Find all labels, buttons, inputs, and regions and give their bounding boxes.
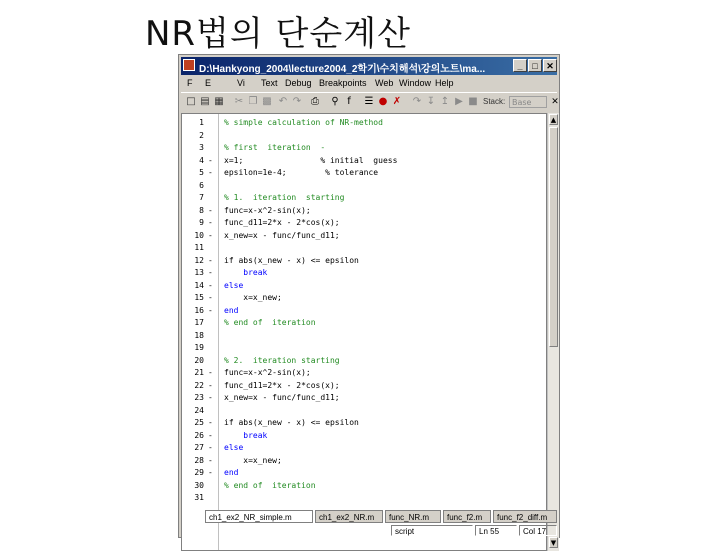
- window-titlebar[interactable]: [181, 57, 557, 75]
- redo-icon[interactable]: ↷: [292, 96, 302, 107]
- clear-breakpoints-icon[interactable]: ✗: [392, 96, 402, 107]
- breakpoint-marker[interactable]: -: [208, 380, 213, 390]
- line-number: 12: [194, 255, 204, 265]
- line-number: 5: [199, 168, 204, 177]
- breakpoint-marker[interactable]: -: [208, 468, 213, 477]
- code-editor[interactable]: [181, 113, 547, 551]
- line-number: 23: [194, 393, 204, 402]
- tab-func-f2-diff[interactable]: func_f2_diff.m: [493, 510, 557, 523]
- toolbar: [181, 92, 557, 114]
- menu-breakpoints[interactable]: Breakpoints: [319, 78, 367, 88]
- breakpoint-marker[interactable]: -: [208, 230, 213, 240]
- menu-debug[interactable]: Debug: [285, 78, 312, 88]
- matlab-app-icon: [183, 59, 195, 71]
- line-number: 19: [194, 343, 204, 352]
- set-breakpoint-icon[interactable]: ●: [378, 96, 388, 107]
- menu-edit[interactable]: E: [205, 78, 212, 88]
- line-number: 21: [194, 368, 204, 377]
- code-text: x_new=x - func/func_d11;: [224, 230, 340, 240]
- line-number: 2: [199, 130, 204, 140]
- save-icon[interactable]: ▦: [214, 96, 224, 107]
- code-text: % first iteration -: [224, 143, 326, 152]
- scroll-thumb[interactable]: [549, 127, 558, 347]
- line-number: 27: [194, 443, 204, 452]
- stack-dropdown[interactable]: Base: [509, 96, 547, 108]
- stack-label: Stack:: [483, 97, 506, 106]
- tab-ch1-ex2-nr-simple[interactable]: ch1_ex2_NR_simple.m: [205, 510, 313, 523]
- menu-file[interactable]: F: [187, 78, 193, 88]
- line-number: 1: [199, 118, 204, 127]
- undo-icon[interactable]: ↶: [278, 96, 288, 107]
- step-in-icon[interactable]: ↧: [426, 96, 436, 107]
- exit-debug-icon[interactable]: ■: [468, 96, 478, 107]
- line-number: 28: [194, 455, 204, 465]
- breakpoint-marker[interactable]: -: [208, 205, 213, 215]
- menu-view[interactable]: Vi: [237, 78, 245, 88]
- code-text: else: [224, 443, 244, 452]
- minimize-button[interactable]: _: [513, 59, 527, 72]
- line-number: 10: [194, 230, 204, 240]
- tab-func-nr[interactable]: func_NR.m: [385, 510, 441, 523]
- code-text: if abs(x_new - x) <= epsilon: [224, 418, 359, 427]
- step-icon[interactable]: ↷: [412, 96, 422, 107]
- code-text: end: [224, 305, 239, 315]
- scroll-up-icon[interactable]: ▲: [550, 116, 557, 124]
- close-button[interactable]: ✕: [543, 59, 557, 72]
- new-file-icon[interactable]: □: [186, 96, 196, 107]
- status-bar: [181, 525, 557, 537]
- code-text: % simple calculation of NR-method: [224, 118, 383, 127]
- line-number: 3: [199, 143, 204, 152]
- tab-ch1-ex2-nr[interactable]: ch1_ex2_NR.m: [315, 510, 383, 523]
- breakpoint-marker[interactable]: -: [208, 218, 213, 227]
- line-number: 16: [194, 305, 204, 315]
- menu-window[interactable]: Window: [399, 78, 432, 88]
- code-text: epsilon=1e-4; % tolerance: [224, 168, 379, 177]
- code-text: end: [224, 468, 239, 477]
- code-text: % end of iteration: [224, 318, 316, 327]
- code-text: x=x_new;: [224, 455, 282, 465]
- code-text: x=1; % initial guess: [224, 155, 398, 165]
- breakpoint-marker[interactable]: -: [208, 455, 213, 465]
- breakpoint-marker[interactable]: -: [208, 155, 213, 165]
- menu-text[interactable]: Text: [261, 78, 278, 88]
- editor-window: [178, 54, 560, 547]
- line-number: 9: [199, 218, 204, 227]
- continue-icon[interactable]: ▶: [455, 96, 463, 107]
- breakpoint-marker[interactable]: -: [208, 393, 213, 402]
- code-text: x=x_new;: [224, 293, 282, 302]
- stack-icon[interactable]: ☰: [364, 96, 374, 107]
- breakpoint-marker[interactable]: -: [208, 268, 213, 277]
- find-icon[interactable]: ⚲: [331, 96, 339, 107]
- line-number: 8: [199, 205, 204, 215]
- step-out-icon[interactable]: ↥: [440, 96, 450, 107]
- slide-title: NR법의 단순계산: [145, 14, 411, 54]
- menu-web[interactable]: Web: [375, 78, 394, 88]
- breakpoint-marker[interactable]: -: [208, 168, 213, 177]
- code-text: if abs(x_new - x) <= epsilon: [224, 255, 359, 265]
- line-number: 17: [194, 318, 204, 327]
- tab-func-f2[interactable]: func_f2.m: [443, 510, 491, 523]
- status-mode: script: [391, 525, 473, 536]
- line-number: 31: [194, 493, 204, 502]
- code-text: break: [224, 430, 268, 440]
- code-text: else: [224, 280, 244, 290]
- print-icon[interactable]: ⎙: [311, 96, 319, 107]
- line-number: 29: [194, 468, 204, 477]
- line-number: 20: [194, 355, 204, 365]
- scroll-down-icon[interactable]: ▼: [550, 539, 557, 547]
- line-number: 11: [194, 243, 204, 252]
- breakpoint-marker[interactable]: -: [208, 280, 213, 290]
- line-number: 7: [199, 193, 204, 202]
- window-title: D:\Hankyong_2004\lecture2004_2학기\수치해석\강의노트\ma...: [199, 64, 486, 75]
- maximize-button[interactable]: □: [528, 59, 542, 72]
- code-text: func_d11=2*x - 2*cos(x);: [224, 218, 340, 227]
- function-icon[interactable]: f: [347, 96, 351, 107]
- code-text: break: [224, 268, 268, 277]
- breakpoint-marker[interactable]: -: [208, 368, 213, 377]
- line-number: 6: [199, 180, 204, 190]
- line-number: 30: [194, 480, 204, 490]
- code-text: func=x-x^2-sin(x);: [224, 368, 311, 377]
- line-number: 15: [194, 293, 204, 302]
- status-col: Col 17: [519, 525, 557, 536]
- line-number: 22: [194, 380, 204, 390]
- code-text: % 1. iteration starting: [224, 193, 345, 202]
- paste-icon[interactable]: ▩: [262, 96, 272, 107]
- breakpoint-marker[interactable]: -: [208, 255, 213, 265]
- line-number: 25: [194, 418, 204, 427]
- menu-bar: [181, 76, 557, 92]
- line-number: 26: [194, 430, 204, 440]
- breakpoint-marker[interactable]: -: [208, 418, 213, 427]
- line-number: 14: [194, 280, 204, 290]
- breakpoint-marker[interactable]: -: [208, 293, 213, 302]
- copy-icon[interactable]: ❐: [248, 96, 258, 107]
- open-file-icon[interactable]: ▤: [200, 96, 210, 107]
- line-number: 24: [194, 405, 204, 415]
- breakpoint-marker[interactable]: -: [208, 430, 213, 440]
- status-line: Ln 55: [475, 525, 517, 536]
- line-number: 13: [194, 268, 204, 277]
- line-number: 18: [194, 330, 204, 340]
- vertical-scrollbar[interactable]: [547, 113, 559, 551]
- code-text: func=x-x^2-sin(x);: [224, 205, 311, 215]
- code-text: x_new=x - func/func_d11;: [224, 393, 340, 402]
- code-text: func_d11=2*x - 2*cos(x);: [224, 380, 340, 390]
- breakpoint-marker[interactable]: -: [208, 305, 213, 315]
- code-text: % 2. iteration starting: [224, 355, 340, 365]
- cut-icon[interactable]: ✂: [234, 96, 244, 107]
- document-tabs: [181, 510, 557, 524]
- code-text: % end of iteration: [224, 480, 316, 490]
- close-document-icon[interactable]: ✕: [551, 97, 559, 107]
- breakpoint-marker[interactable]: -: [208, 443, 213, 452]
- menu-help[interactable]: Help: [435, 78, 454, 88]
- line-number: 4: [199, 155, 204, 165]
